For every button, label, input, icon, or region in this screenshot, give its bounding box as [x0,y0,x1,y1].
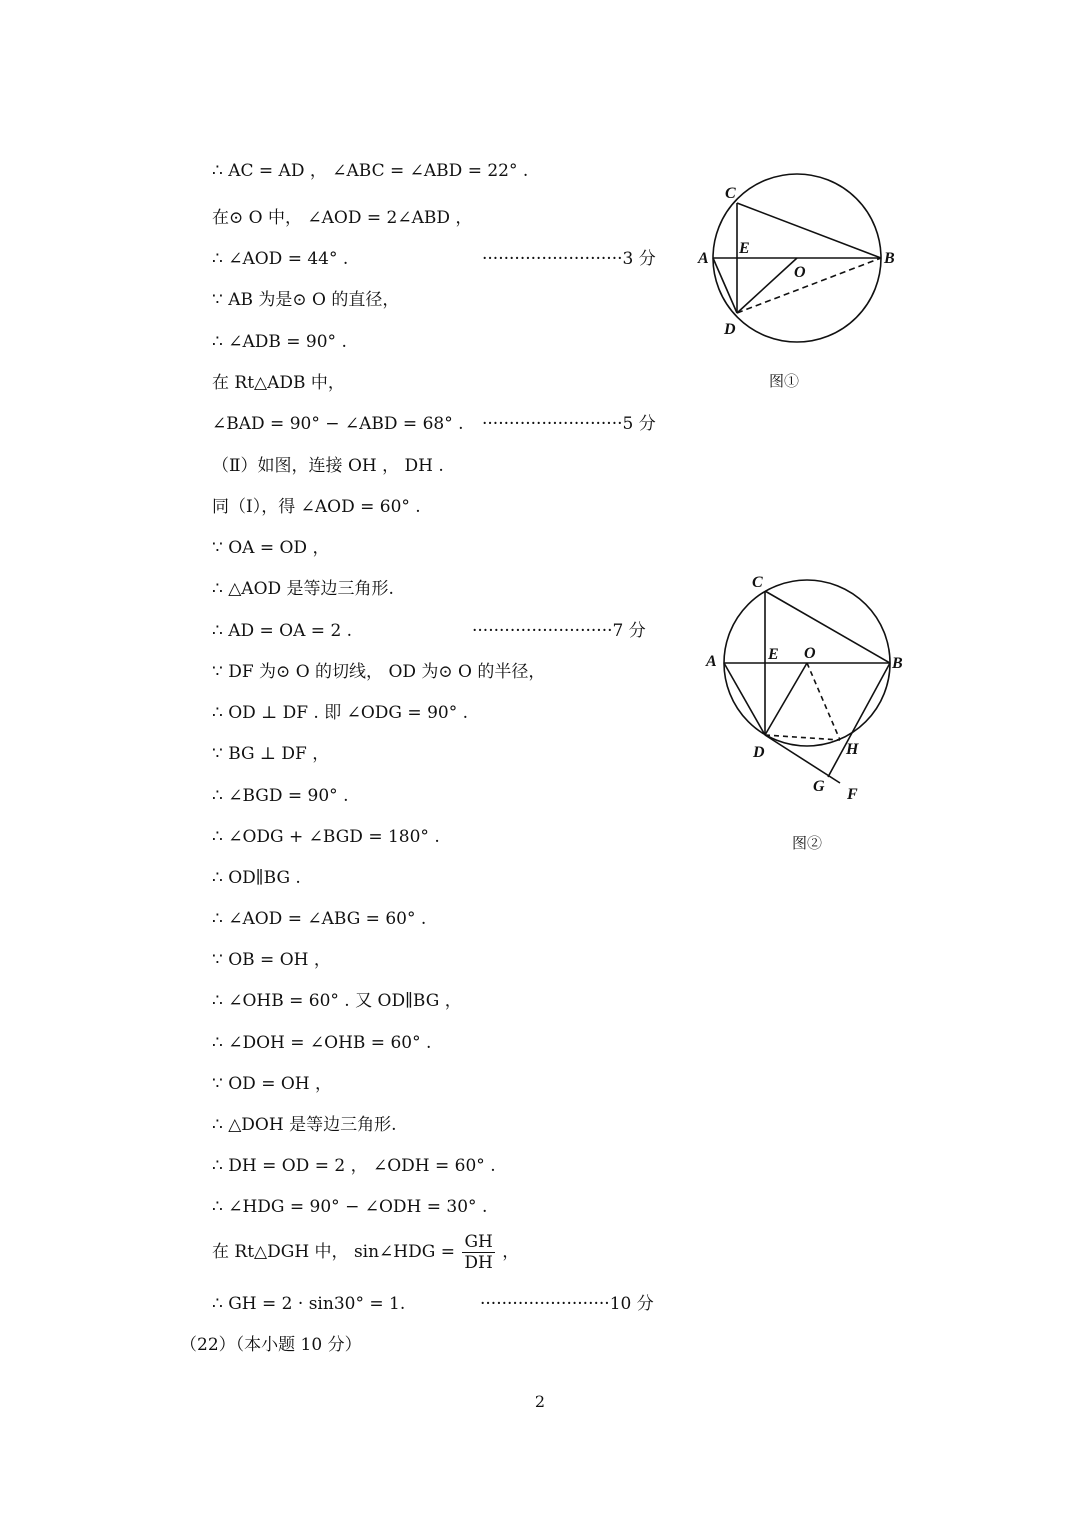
fig2-label-o: O [804,645,816,662]
line-21: ∴ ∠OHB = 60° . 又 OD∥BG ， [212,991,462,1011]
fig1-label-d: D [724,321,736,338]
line-16: ∴ ∠BGD = 90° . [212,786,349,806]
line-22: ∴ ∠DOH = ∠OHB = 60° . [212,1033,432,1053]
fig2-radius-od [765,663,807,735]
line-28: ∴ GH = 2 · sin30° = 1. [212,1294,406,1314]
sin-prefix: 在 Rt△DGH 中， sin∠HDG = [212,1242,455,1262]
score-10: ························10 分 [480,1294,654,1314]
score-7: ··························7 分 [472,621,646,641]
fraction-numerator: GH [462,1232,494,1253]
line-19: ∴ ∠AOD = ∠ABG = 60° . [212,909,427,929]
fig2-label-b: B [892,655,903,672]
fig2-label-g: G [813,778,825,795]
figure-2 [700,570,920,810]
score-5: ··························5 分 [482,414,656,434]
fig1-label-e: E [739,240,750,257]
fig2-chord-cb [765,591,890,663]
fig2-label-a: A [706,653,717,670]
fig1-label-b: B [884,250,895,267]
fig1-dashed-db [737,258,881,313]
sin-suffix: ， [502,1242,520,1262]
fraction-gh-dh [462,1232,494,1273]
fig1-chord-cb [737,203,881,258]
line-6: 在 Rt△ADB 中， [212,373,345,393]
fig2-line-bg [828,663,890,777]
fig2-label-f: F [847,786,858,803]
figure-1-caption: 图① [769,372,800,390]
line-25: ∴ DH = OD = 2 ， ∠ODH = 60° . [212,1156,496,1176]
fig2-label-e: E [768,646,779,663]
figure-2-caption: 图② [792,834,823,852]
line-13: ∵ DF 为⊙ O 的切线， OD 为⊙ O 的半径， [212,662,546,682]
fig1-chord-ad [713,258,737,313]
line-20: ∵ OB = OH ， [212,950,331,970]
line-9: 同（Ⅰ），得 ∠AOD = 60° . [212,497,421,517]
score-3: ··························3 分 [482,249,656,269]
line-12: ∴ AD = OA = 2 . [212,621,353,641]
line-23: ∵ OD = OH ， [212,1074,333,1094]
line-5: ∴ ∠ADB = 90° . [212,332,347,352]
fig1-label-a: A [698,250,709,267]
line-7: ∠BAD = 90° − ∠ABD = 68° . [212,414,464,434]
line-1: ∴ AC = AD ， ∠ABC = ∠ABD = 22° . [212,161,529,181]
line-18: ∴ OD∥BG . [212,868,301,888]
fig2-tangent-df [765,735,840,783]
fig1-label-c: C [725,185,736,202]
line-24: ∴ △DOH 是等边三角形. [212,1115,397,1135]
line-10: ∵ OA = OD ， [212,538,330,558]
line-4: ∵ AB 为是⊙ O 的直径， [212,290,400,310]
line-11: ∴ △AOD 是等边三角形. [212,579,394,599]
fig2-chord-ad [724,663,765,735]
fig2-dashed-oh [807,663,840,740]
fig1-label-o: O [794,264,806,281]
page-number: 2 [534,1392,546,1411]
line-14: ∴ OD ⊥ DF . 即 ∠ODG = 90° . [212,703,469,723]
line-17: ∴ ∠ODG + ∠BGD = 180° . [212,827,440,847]
line-15: ∵ BG ⊥ DF ， [212,744,330,764]
fig1-radius-od [737,258,797,313]
fig2-label-c: C [752,574,763,591]
line-27-sin [212,1232,519,1273]
fig2-label-d: D [753,744,765,761]
line-26: ∴ ∠HDG = 90° − ∠ODH = 30° . [212,1197,488,1217]
line-2: 在⊙ O 中， ∠AOD = 2∠ABD ， [212,208,473,228]
fraction-denominator: DH [464,1253,493,1273]
line-8: （Ⅱ）如图，连接 OH ， DH . [212,456,444,476]
line-3: ∴ ∠AOD = 44° . [212,249,349,269]
fig2-label-h: H [846,741,859,758]
question-22-heading: （22）（本小题 10 分） [180,1335,362,1355]
figure-1 [690,165,910,350]
